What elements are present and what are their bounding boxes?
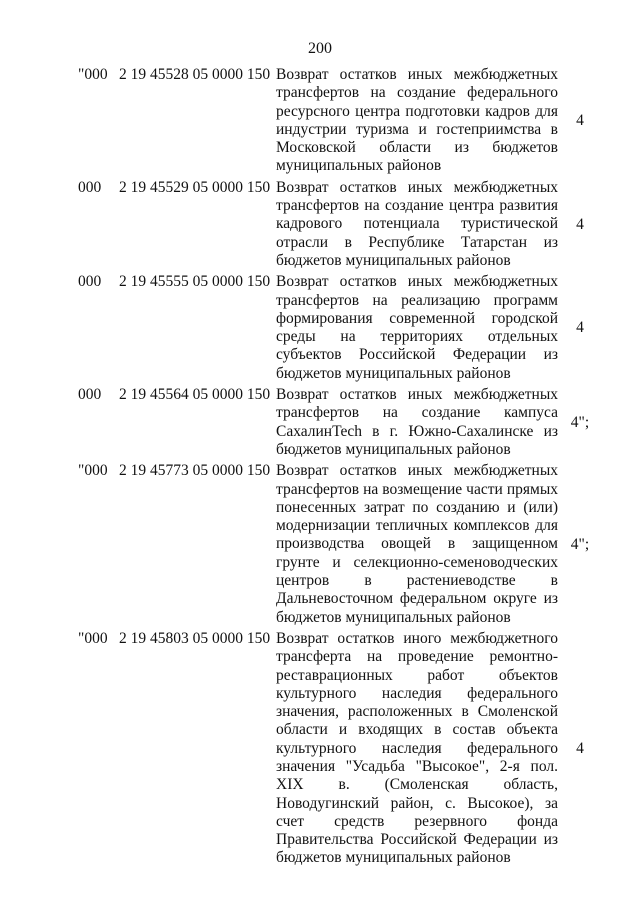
budget-classification-code: 2 19 45564 05 0000 150 [119,386,271,404]
page-number: 200 [308,40,332,57]
income-description: Возврат остатков иного межбюджетного трансферта на проведение ремонтно-реставрационных работ объектов культурного наследия федерального значения, расположенных в Смоленской области и входящих в состав объекта культурного наследия федерального значения "Усадьба "Высокое", 2-я пол. XIX в. (Смоленская область, Новодугинский район, с. Высокое), за счет средств резервного фонда Правительства Российской Федерации из бюджетов муниципальных районов [276,629,558,867]
norm-value: 4 [576,739,584,757]
table-row [0,630,640,868]
admin-code: "000 [78,66,108,83]
budget-codes-table [0,66,640,871]
budget-classification-code: 2 19 45555 05 0000 150 [119,273,271,291]
budget-classification-code: 2 19 45529 05 0000 150 [119,178,271,196]
norm-value: 4"; [570,535,590,553]
table-row [0,66,640,176]
admin-code: "000 [78,629,108,647]
norm-value: 4 [576,215,584,233]
norm-value: 4"; [570,413,590,431]
income-description: Возврат остатков иных межбюджетных трансфертов на возмещение части прямых понесенных затрат по созданию и (или) модернизации тепличных комплексов для производства овощей в защищенном грунте и селекционно-семеноводческих центров в растениеводстве в Дальневосточном федеральном округе из бюджетов муниципальных районов [276,462,558,626]
admin-code: 000 [78,178,102,196]
income-description: Возврат остатков иных межбюджетных трансфертов на создание федерального ресурсного центра подготовки кадров для индустрии туризма и гостеприимства в Московской области из бюджетов муниципальных районов [276,66,558,175]
income-description: Возврат остатков иных межбюджетных трансфертов на создание центра развития кадрового потенциала туристической отрасли в Республике Татарстан из бюджетов муниципальных районов [276,178,558,269]
admin-code: 000 [78,386,102,404]
table-row [0,273,640,383]
budget-classification-code: 2 19 45528 05 0000 150 [119,66,271,83]
admin-code: "000 [78,462,108,480]
table-row [0,462,640,627]
norm-value: 4 [576,111,584,129]
income-description: Возврат остатков иных межбюджетных трансфертов на создание кампуса СахалинTech в г. Южно-Сахалинске из бюджетов муниципальных районов [276,386,558,458]
norm-value: 4 [576,319,584,337]
budget-classification-code: 2 19 45803 05 0000 150 [119,629,271,647]
admin-code: 000 [78,273,102,291]
income-description: Возврат остатков иных межбюджетных трансфертов на реализацию программ формирования современной городской среды на территориях отдельных субъектов Российской Федерации из бюджетов муниципальных районов [276,273,558,382]
budget-classification-code: 2 19 45773 05 0000 150 [119,462,271,480]
table-row [0,386,640,459]
table-row [0,179,640,270]
